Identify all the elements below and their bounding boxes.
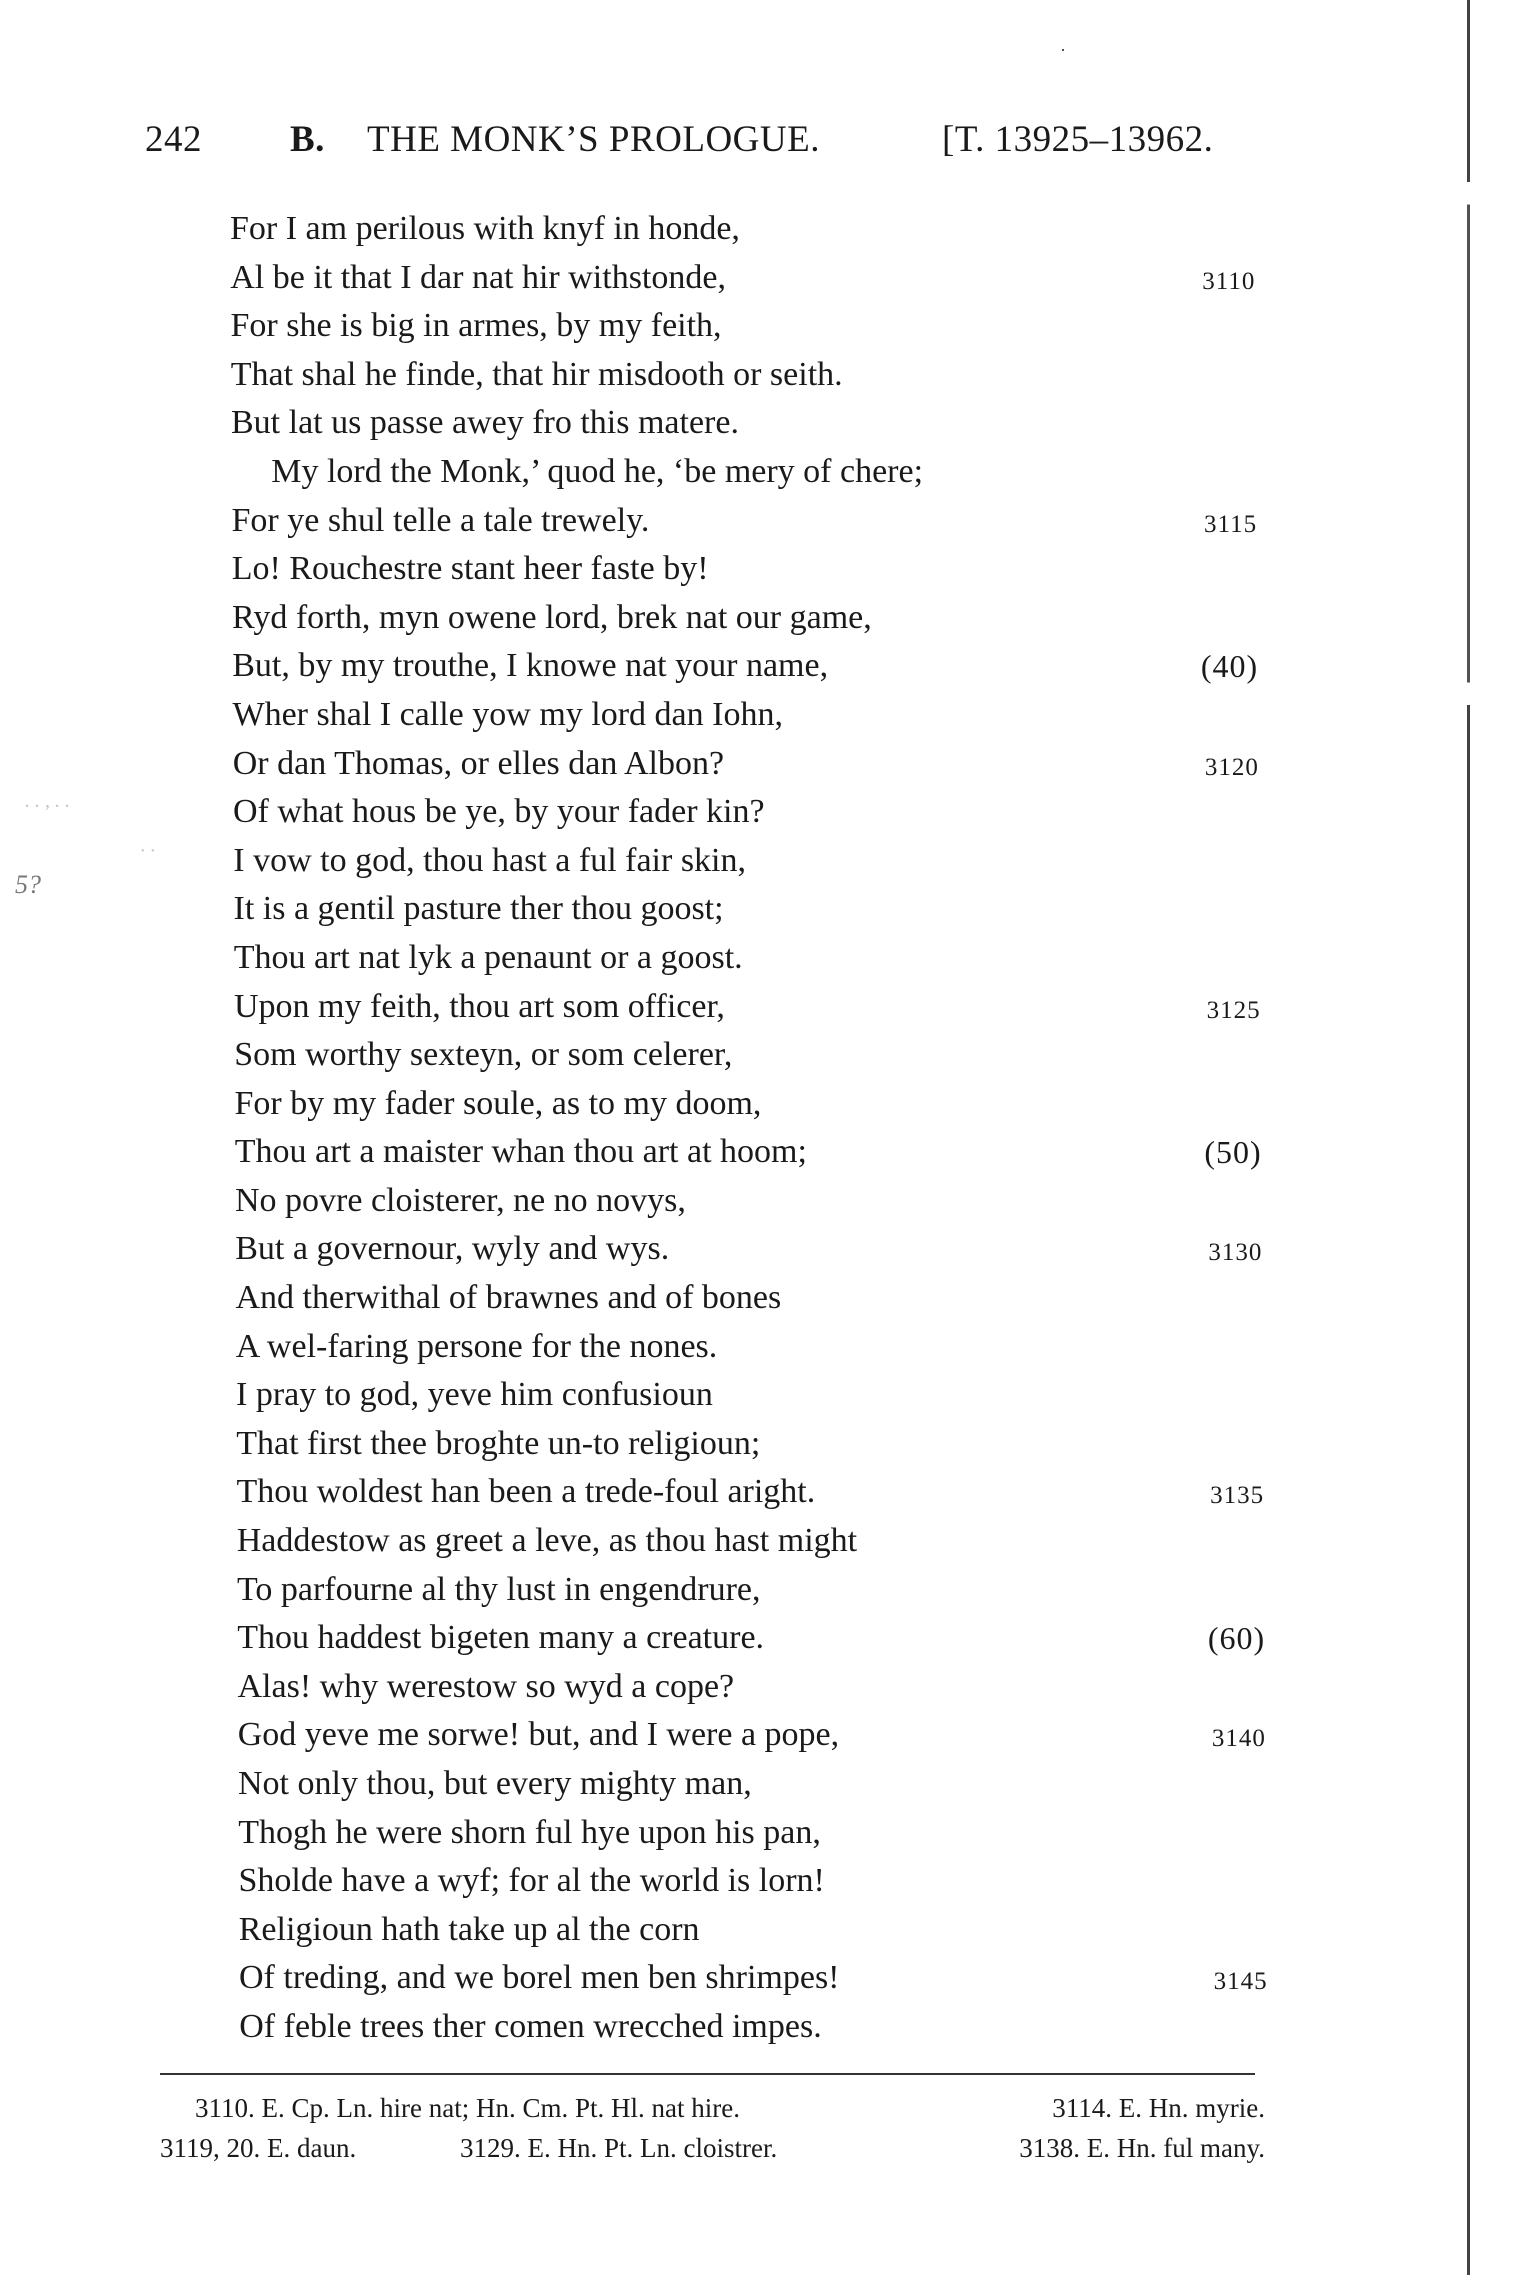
verse-text: That shal he finde, that hir misdooth or seith. (230, 355, 843, 393)
verse-text: Ryd forth, myn owene lord, brek nat our game, (232, 598, 872, 636)
verse-text: Of treding, and we borel men ben shrimpes! (239, 1959, 840, 1997)
verse-line (239, 1954, 1268, 2003)
page-number: 242 (145, 119, 202, 160)
line-number: 3110 (1202, 267, 1256, 295)
page-title: THE MONK’S PROLOGUE. (367, 119, 820, 160)
verse-text: Thou haddest bigeten many a creature. (237, 1619, 765, 1657)
verse-line (235, 1128, 1262, 1177)
verse-text: For by my fader soule, as to my doom, (234, 1084, 762, 1122)
verse-text: But lat us passe awey fro this matere. (231, 404, 739, 442)
line-number: 3135 (1210, 1482, 1265, 1510)
verse-line (237, 1468, 1265, 1517)
verse-line (232, 497, 1258, 546)
line-number: 3125 (1206, 996, 1261, 1024)
verse-line (230, 205, 1255, 254)
verse-text: Thou art a maister whan thou art at hoom; (234, 1133, 807, 1171)
verse-text: And therwithal of brawnes and of bones (235, 1279, 782, 1317)
verse-text: Religioun hath take up al the corn (238, 1910, 700, 1948)
footnote: 3110. E. Cp. Ln. hire nat; Hn. Cm. Pt. Hl. nat hire. (195, 2093, 740, 2123)
verse-line (239, 1857, 1267, 1906)
footnote-row (150, 2088, 1265, 2128)
footnote: 3114. E. Hn. myrie. (1052, 2093, 1265, 2123)
verse-line (233, 837, 1259, 886)
verse-text: But, by my trouthe, I knowe nat your name, (232, 647, 829, 685)
verse-line (234, 934, 1261, 983)
verse-line (231, 302, 1256, 351)
faint-marginalia: . . , . . 5? · · (15, 790, 155, 899)
verse-text: Lo! Rouchestre stant heer faste by! (231, 550, 709, 588)
verse-line (236, 1420, 1264, 1469)
verse-line (235, 1080, 1262, 1129)
verse-line (233, 691, 1259, 740)
footnote-rule (160, 2073, 1255, 2075)
verse-text: Sholde have a wyf; for al the world is lorn! (238, 1862, 825, 1900)
verse-text: Wher shal I calle yow my lord dan Iohn, (232, 695, 783, 733)
verse-line (232, 545, 1258, 594)
verse-text: Som worthy sexteyn, or som celerer, (234, 1036, 733, 1074)
section-letter: B. (290, 119, 325, 160)
verse-line (231, 448, 1257, 497)
verse-text: Not only thou, but every mighty man, (238, 1765, 752, 1802)
verse-text: Of feble trees ther comen wrecched impes. (239, 2007, 822, 2045)
line-number: 3140 (1211, 1725, 1266, 1753)
verse-text: My lord the Monk,’ quod he, ‘be mery of chere; (271, 452, 924, 490)
verse-line (239, 2003, 1268, 2052)
verse-text: Thou woldest han been a trede-foul aright. (236, 1473, 816, 1511)
verse-text: Of what hous be ye, by your fader kin? (233, 793, 765, 831)
verse-line (238, 1663, 1266, 1712)
verse-text: It is a gentil pasture ther thou goost; (233, 890, 724, 928)
line-number: (50) (1204, 1134, 1262, 1171)
verse-text: Upon my feith, thou art som officer, (234, 987, 725, 1025)
footnote-row (150, 2128, 1265, 2168)
verse-text: Thogh he were shorn ful hye upon his pan, (238, 1813, 821, 1851)
verse-line (238, 1760, 1266, 1809)
verse-text: To parfourne al thy lust in engendrure, (237, 1570, 761, 1608)
verse-text: I vow to god, thou hast a ful fair skin, (233, 841, 747, 879)
verse-line (235, 1225, 1262, 1274)
footnote: 3138. E. Hn. ful many. (1019, 2133, 1265, 2163)
verse-text: For she is big in armes, by my feith, (230, 307, 722, 345)
verse-text: But a governour, wyly and wys. (235, 1230, 670, 1268)
verse-text: No povre cloisterer, ne no novys, (235, 1181, 686, 1219)
line-number: 3120 (1204, 753, 1259, 781)
verse-text: That first thee broghte un-to religioun; (236, 1424, 761, 1462)
verse-line (232, 594, 1258, 643)
verse-line (236, 1323, 1263, 1372)
verse-line (234, 885, 1260, 934)
line-number: 3130 (1208, 1239, 1263, 1267)
ink-speck: · (1060, 40, 1066, 60)
verse-line (239, 1906, 1268, 1955)
footnote: 3129. E. Hn. Pt. Ln. cloistrer. (460, 2133, 778, 2163)
verse-line (230, 254, 1255, 303)
running-head (145, 118, 1245, 168)
footnotes (150, 2088, 1265, 2168)
verse-line (233, 740, 1259, 789)
line-range: [T. 13925–13962. (942, 119, 1214, 160)
verse-text: Alas! why werestow so wyd a cope? (237, 1667, 735, 1705)
verse-line (238, 1809, 1266, 1858)
verse-line (233, 788, 1259, 837)
verse-text: For ye shul telle a tale trewely. (231, 501, 650, 539)
verse-line (235, 1177, 1262, 1226)
line-number: (60) (1207, 1620, 1266, 1657)
verse-text: Al be it that I dar nat hir withstonde, (230, 258, 726, 296)
line-number: 3115 (1204, 510, 1258, 538)
verse-line (237, 1566, 1265, 1615)
verse-text: Haddestow as greet a leve, as thou hast might (236, 1522, 858, 1560)
verse-line (236, 1371, 1263, 1420)
verse-line (234, 1031, 1261, 1080)
verse-line (237, 1614, 1265, 1663)
verse-line (231, 351, 1256, 400)
footnote: 3119, 20. E. daun. (160, 2133, 357, 2163)
line-number: (40) (1200, 648, 1259, 685)
verse-line (231, 399, 1256, 448)
verse-block (0, 205, 1300, 2052)
verse-line (238, 1711, 1266, 1760)
verse-line (237, 1517, 1265, 1566)
scan-binding-edge (1467, 0, 1470, 2275)
verse-line (232, 642, 1258, 691)
verse-text: Thou art nat lyk a penaunt or a goost. (233, 938, 743, 976)
verse-text: For I am perilous with knyf in honde, (230, 210, 740, 247)
line-number: 3145 (1213, 1968, 1268, 1996)
verse-text: A wel-faring persone for the nones. (235, 1327, 718, 1365)
verse-line (236, 1274, 1263, 1323)
verse-text: I pray to god, yeve him confusioun (236, 1376, 713, 1414)
verse-line (234, 983, 1261, 1032)
verse-text: Or dan Thomas, or elles dan Albon? (232, 744, 725, 782)
marginal-note: 5? (15, 870, 41, 899)
verse-text: God yeve me sorwe! but, and I were a pope, (237, 1716, 840, 1754)
